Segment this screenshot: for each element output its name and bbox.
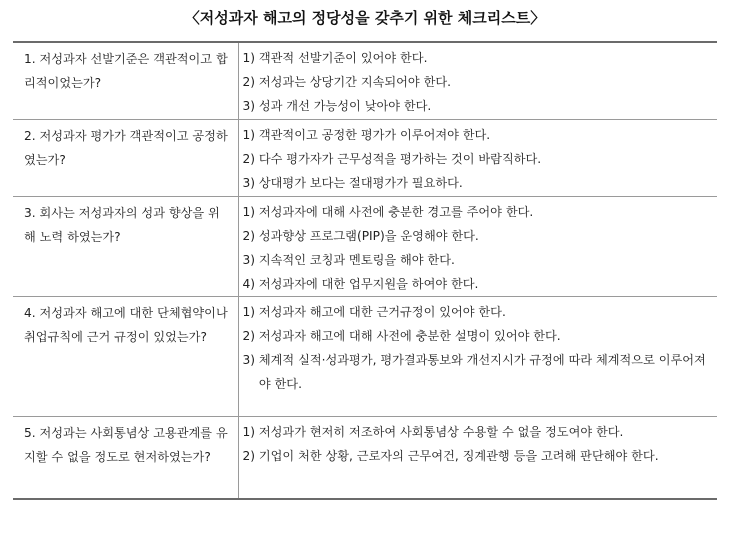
- item-text: 지속적인 코칭과 멘토링을 해야 한다.: [258, 253, 455, 267]
- list-item: [243, 248, 714, 272]
- list-item: [243, 171, 714, 195]
- answers-cell: [238, 297, 717, 417]
- item-text: 저성과자에 대해 사전에 충분한 경고를 주어야 한다.: [258, 205, 534, 219]
- list-item: [243, 348, 714, 396]
- item-number: 1): [242, 51, 256, 65]
- table-row: [13, 120, 717, 197]
- question-cell: 1. 저성과자 선발기준은 객관적이고 합리적이었는가?: [13, 42, 238, 120]
- item-text: 저성과가 현저히 저조하여 사회통념상 수용할 수 없을 정도여야 한다.: [258, 425, 624, 439]
- table-row: [13, 297, 717, 417]
- item-text: 저성과자에 대한 업무지원을 하여야 한다.: [258, 277, 479, 291]
- answers-cell: [238, 42, 717, 120]
- table-row: [13, 197, 717, 297]
- list-item: [243, 94, 714, 118]
- item-number: 4): [242, 277, 256, 291]
- item-text: 저성과자 해고에 대해 사전에 충분한 설명이 있어야 한다.: [258, 329, 561, 343]
- item-number: 1): [242, 205, 256, 219]
- list-item: [243, 272, 714, 296]
- list-item: [243, 224, 714, 248]
- item-number: 1): [242, 128, 256, 142]
- list-item: [243, 200, 714, 224]
- item-number: 2): [242, 449, 256, 463]
- checklist-table: [13, 41, 717, 500]
- question-cell: 3. 회사는 저성과자의 성과 향상을 위해 노력 하였는가?: [13, 197, 238, 297]
- item-number: 2): [242, 229, 256, 243]
- table-row: [13, 417, 717, 500]
- list-item: [243, 300, 714, 324]
- item-number: 3): [242, 353, 256, 367]
- list-item: [243, 70, 714, 94]
- item-number: 2): [242, 329, 256, 343]
- item-text: 다수 평가자가 근무성적을 평가하는 것이 바람직하다.: [258, 152, 542, 166]
- question-cell: 2. 저성과자 평가가 객관적이고 공정하였는가?: [13, 120, 238, 197]
- item-text: 성과향상 프로그램(PIP)을 운영해야 한다.: [258, 229, 479, 243]
- item-number: 2): [242, 75, 256, 89]
- item-text: 성과 개선 가능성이 낮아야 한다.: [258, 99, 432, 113]
- question-cell: 4. 저성과자 해고에 대한 단체협약이나 취업규칙에 근거 규정이 있었는가?: [13, 297, 238, 417]
- answers-cell: [238, 197, 717, 297]
- item-number: 1): [242, 305, 256, 319]
- list-item: [243, 123, 714, 147]
- page-title: 〈저성과자 해고의 정당성을 갖추기 위한 체크리스트〉: [184, 9, 546, 27]
- item-text: 객관적이고 공정한 평가가 이루어져야 한다.: [258, 128, 491, 142]
- list-item: [243, 444, 714, 468]
- list-item: [243, 420, 714, 444]
- item-text: 상대평가 보다는 절대평가가 필요하다.: [258, 176, 463, 190]
- table-row: [13, 42, 717, 120]
- item-number: 3): [242, 253, 256, 267]
- list-item: [243, 147, 714, 171]
- item-text: 기업이 처한 상황, 근로자의 근무여건, 징계관행 등을 고려해 판단해야 한다.: [258, 449, 659, 463]
- item-text: 저성과자 해고에 대한 근거규정이 있어야 한다.: [258, 305, 506, 319]
- question-cell: 5. 저성과는 사회통념상 고용관계를 유지할 수 없을 정도로 현저하였는가?: [13, 417, 238, 500]
- item-text: 체계적 실적·성과평가, 평가결과통보와 개선지시가 규정에 따라 체계적으로 이루어져야 한다.: [258, 353, 706, 391]
- item-number: 1): [242, 425, 256, 439]
- answers-cell: [238, 417, 717, 500]
- item-number: 3): [242, 176, 256, 190]
- item-number: 2): [242, 152, 256, 166]
- list-item: [243, 46, 714, 70]
- item-text: 저성과는 상당기간 지속되어야 한다.: [258, 75, 451, 89]
- item-text: 객관적 선발기준이 있어야 한다.: [258, 51, 428, 65]
- answers-cell: [238, 120, 717, 197]
- item-number: 3): [242, 99, 256, 113]
- list-item: [243, 324, 714, 348]
